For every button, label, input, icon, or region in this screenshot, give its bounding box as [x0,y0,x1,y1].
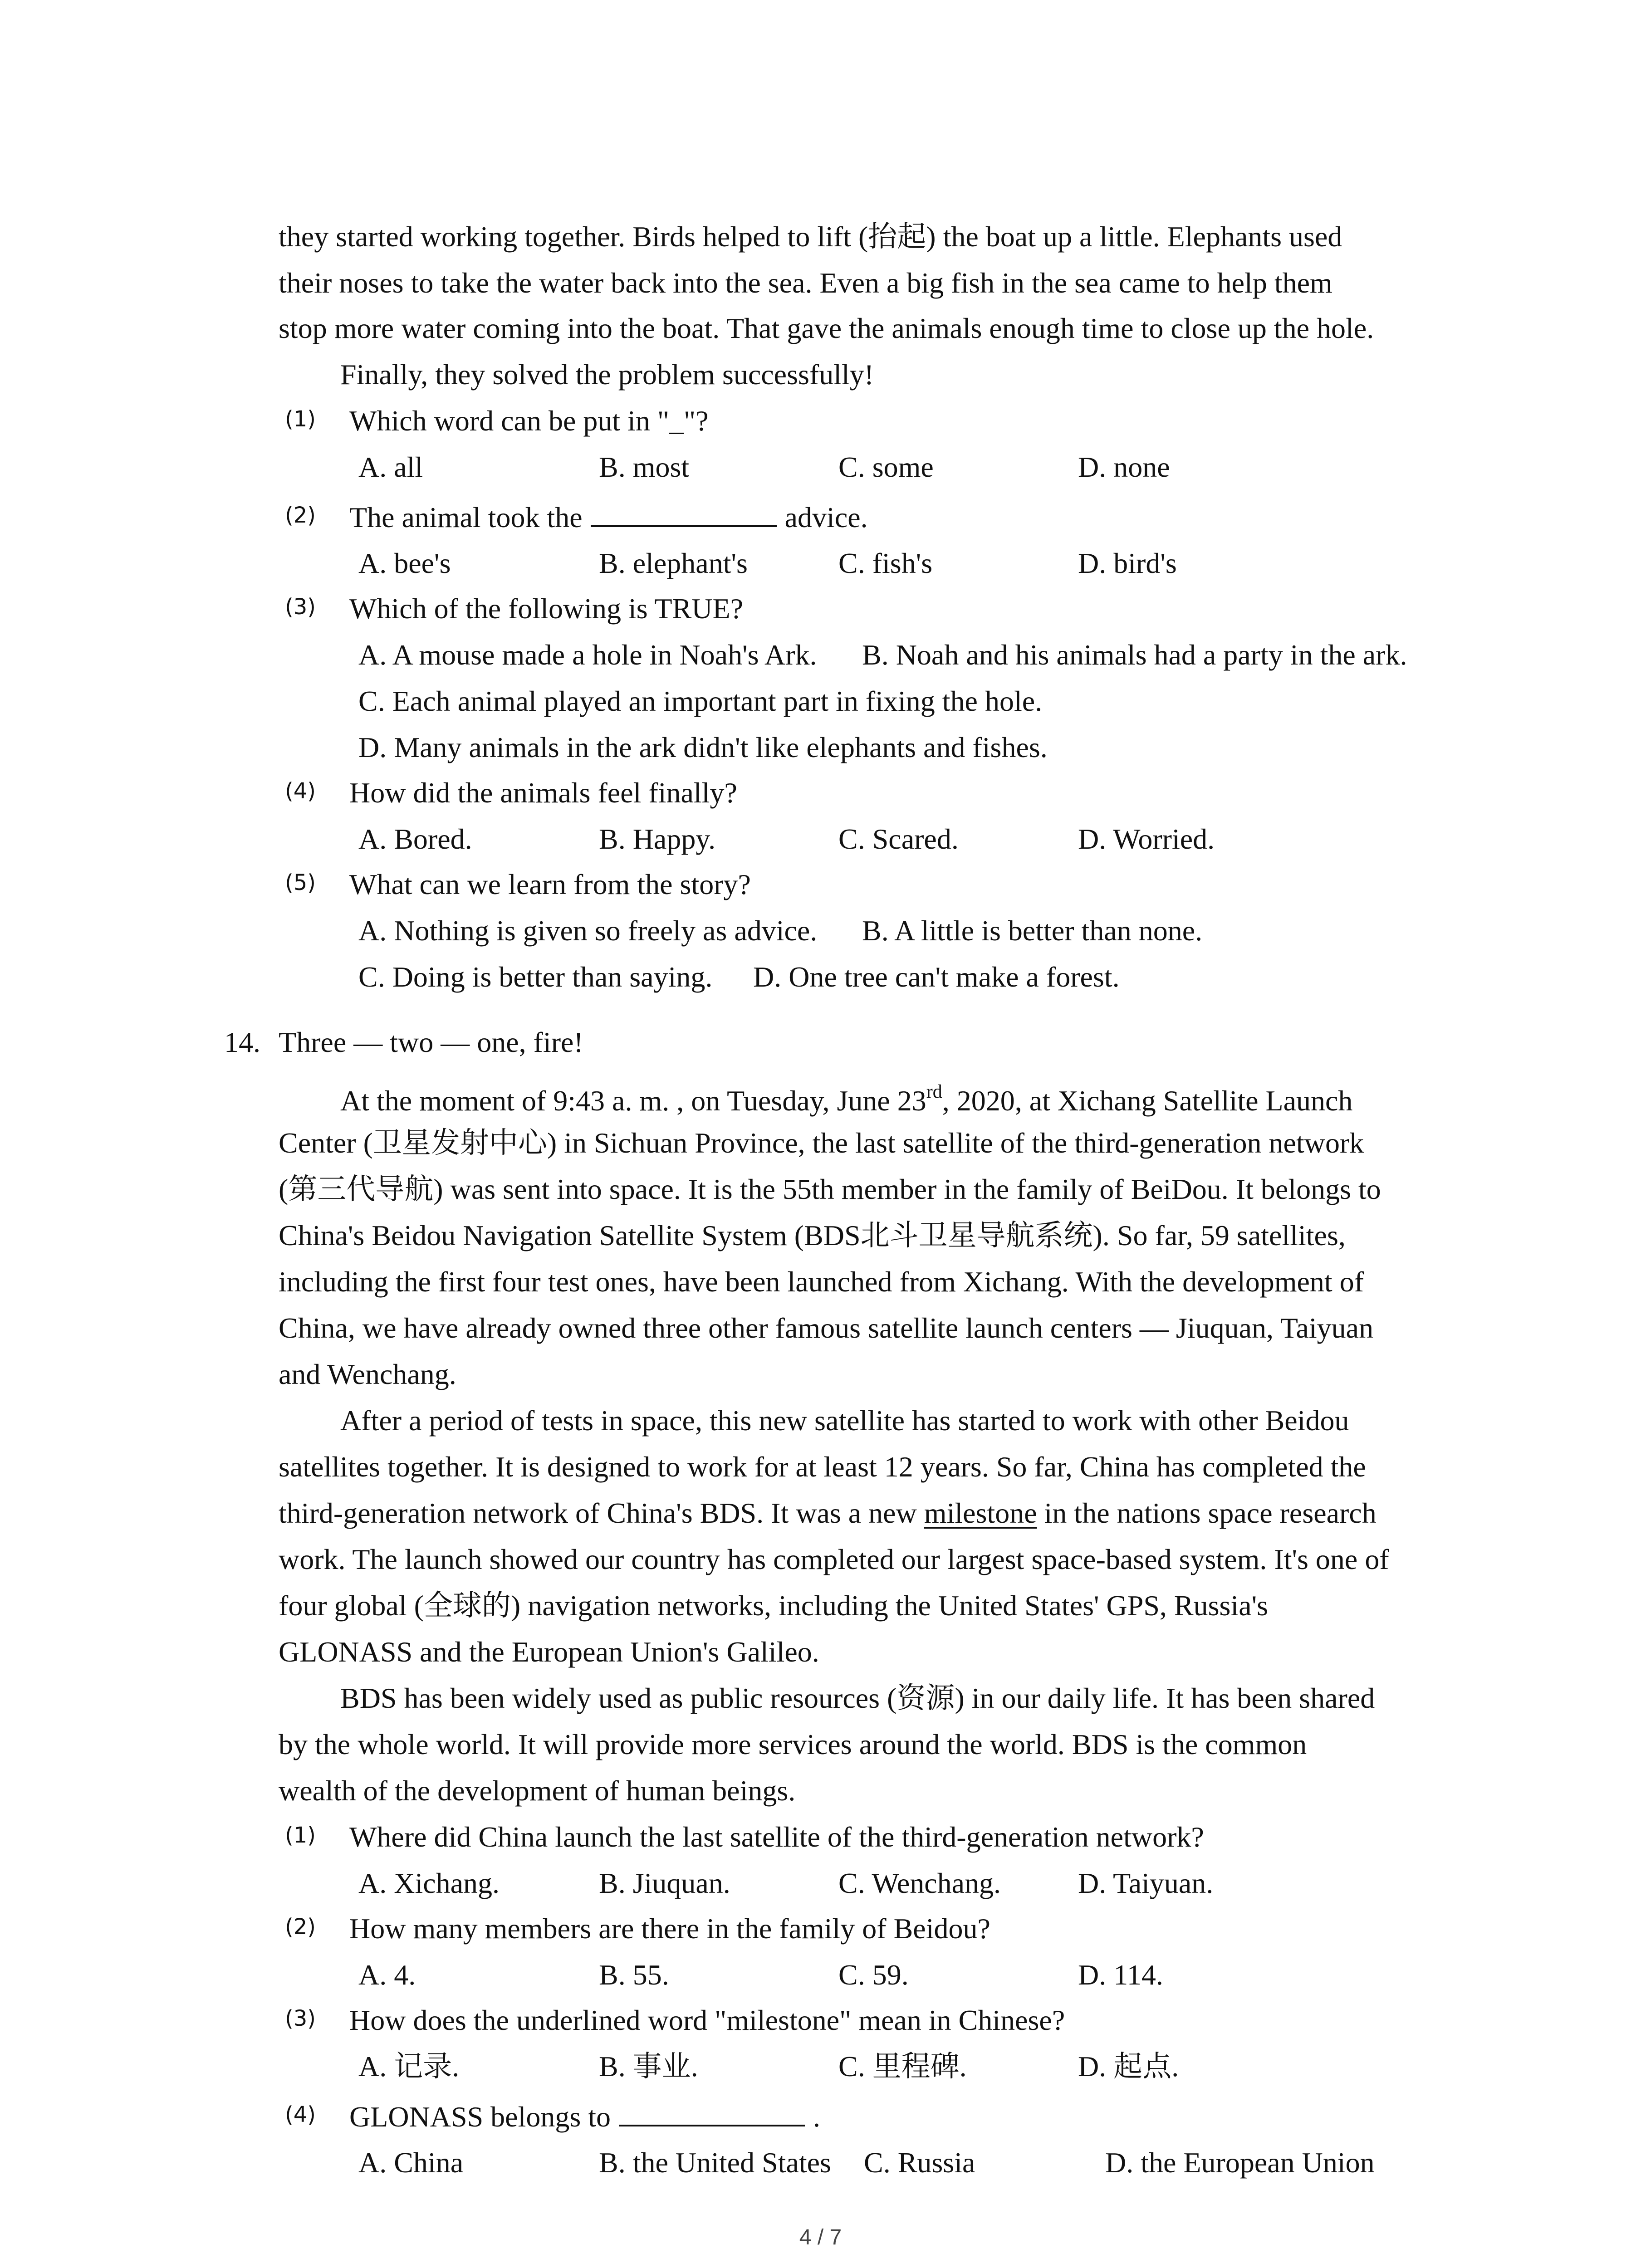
passage-line [340,1082,1352,1115]
option: C. 59. [838,1959,909,1991]
passage-line: BDS has been widely used as public resources (资源) in our daily life. It has been shared [340,1682,1375,1714]
option: C. some [838,451,934,483]
page-number: 4 / 7 [799,2225,842,2249]
stem-text: . [813,2101,821,2133]
option: A. all [358,451,423,483]
passage-text: third-generation network of China's BDS. It was a new [279,1497,924,1529]
question-number: (3) [285,2006,316,2031]
option: B. Jiuquan. [599,1867,730,1899]
option: D. none [1078,451,1170,483]
option: B. Happy. [599,823,716,855]
passage-line: satellites together. It is designed to work for at least 12 years. So far, China has completed the [279,1451,1366,1483]
passage-line: GLONASS and the European Union's Galileo. [279,1636,819,1668]
option: A. Bored. [358,823,472,855]
stem-text: GLONASS belongs to [349,2101,611,2133]
question-stem: What can we learn from the story? [349,868,751,900]
option: D. Many animals in the ark didn't like elephants and fishes. [358,731,1048,763]
passage-line: they started working together. Birds helped to lift (抬起) the boat up a little. Elephants used [279,220,1342,253]
passage-line: their noses to take the water back into the sea. Even a big fish in the sea came to help them [279,267,1332,299]
question-number: 14. [224,1026,260,1058]
passage-line: China, we have already owned three other famous satellite launch centers — Jiuquan, Taiyuan [279,1312,1374,1344]
option: B. 55. [599,1959,669,1991]
question-number: (3) [285,594,316,620]
question-stem: How does the underlined word "milestone" mean in Chinese? [349,2004,1065,2036]
passage-text: in the nations space research [1037,1497,1376,1529]
option: C. Wenchang. [838,1867,1001,1899]
option: A. 记录. [358,2050,460,2082]
option: D. 114. [1078,1959,1163,1991]
option: C. Each animal played an important part in fixing the hole. [358,685,1043,717]
option: A. 4. [358,1959,416,1991]
question-stem [349,2102,820,2131]
option: B. 事业. [599,2050,698,2082]
option: C. 里程碑. [838,2050,967,2082]
passage-line: Finally, they solved the problem successfully! [340,358,874,391]
option: B. most [599,451,690,483]
option: C. fish's [838,547,933,579]
passage-line: stop more water coming into the boat. That gave the animals enough time to close up the hole. [279,312,1374,344]
passage-line: China's Beidou Navigation Satellite System (BDS北斗卫星导航系统). So far, 59 satellites, [279,1219,1346,1251]
question-stem: How many members are there in the family of Beidou? [349,1912,990,1945]
option: B. elephant's [599,547,748,579]
question-number: (4) [285,2102,316,2127]
passage-line: including the first four test ones, have been launched from Xichang. With the development of [279,1266,1364,1298]
passage-title: Three — two — one, fire! [279,1026,583,1058]
option: A. A mouse made a hole in Noah's Ark. [358,639,817,671]
question-number: (5) [285,870,316,895]
answer-blank [619,2102,805,2126]
passage-line: and Wenchang. [279,1358,456,1390]
answer-blank [591,503,777,527]
question-number: (4) [285,778,316,804]
question-stem: How did the animals feel finally? [349,777,737,809]
stem-text: advice. [784,501,868,533]
option: D. One tree can't make a forest. [753,961,1120,993]
option: D. bird's [1078,547,1177,579]
question-stem: Which of the following is TRUE? [349,592,743,625]
option: B. the United States [599,2146,831,2179]
option: A. Nothing is given so freely as advice. [358,914,818,947]
question-number: (1) [285,1823,316,1848]
passage-line: by the whole world. It will provide more services around the world. BDS is the common [279,1728,1307,1760]
question-number: (2) [285,503,316,528]
question-number: (2) [285,1914,316,1940]
option: D. Worried. [1078,823,1215,855]
option: D. Taiyuan. [1078,1867,1214,1899]
question-number: (1) [285,406,316,432]
option: B. Noah and his animals had a party in the ark. [862,639,1407,671]
passage-text: , 2020, at Xichang Satellite Launch [942,1085,1353,1117]
option: A. Xichang. [358,1867,500,1899]
superscript: rd [926,1081,942,1102]
option: C. Russia [864,2146,975,2179]
option: A. bee's [358,547,451,579]
passage-text: At the moment of 9:43 a. m. , on Tuesday, June 23 [340,1085,926,1117]
passage-line: After a period of tests in space, this new satellite has started to work with other Beidou [340,1404,1349,1437]
passage-line: (第三代导航) was sent into space. It is the 55th member in the family of BeiDou. It belongs to [279,1173,1381,1205]
question-stem: Where did China launch the last satellite of the third-generation network? [349,1821,1204,1853]
option: D. the European Union [1105,2146,1375,2179]
option: A. China [358,2146,464,2179]
option: C. Scared. [838,823,959,855]
option: D. 起点. [1078,2050,1179,2082]
underlined-word: milestone [924,1497,1037,1529]
passage-line: four global (全球的) navigation networks, including the United States' GPS, Russia's [279,1589,1269,1622]
passage-line: wealth of the development of human beings. [279,1774,796,1807]
passage-line [279,1499,1376,1528]
passage-line: work. The launch showed our country has completed our largest space-based system. It's one of [279,1543,1389,1575]
option: C. Doing is better than saying. [358,961,713,993]
stem-text: The animal took the [349,501,583,533]
question-stem [349,503,868,532]
question-stem: Which word can be put in "_"? [349,405,709,437]
passage-line: Center (卫星发射中心) in Sichuan Province, the last satellite of the third-generation network [279,1127,1364,1159]
option: B. A little is better than none. [862,914,1203,947]
